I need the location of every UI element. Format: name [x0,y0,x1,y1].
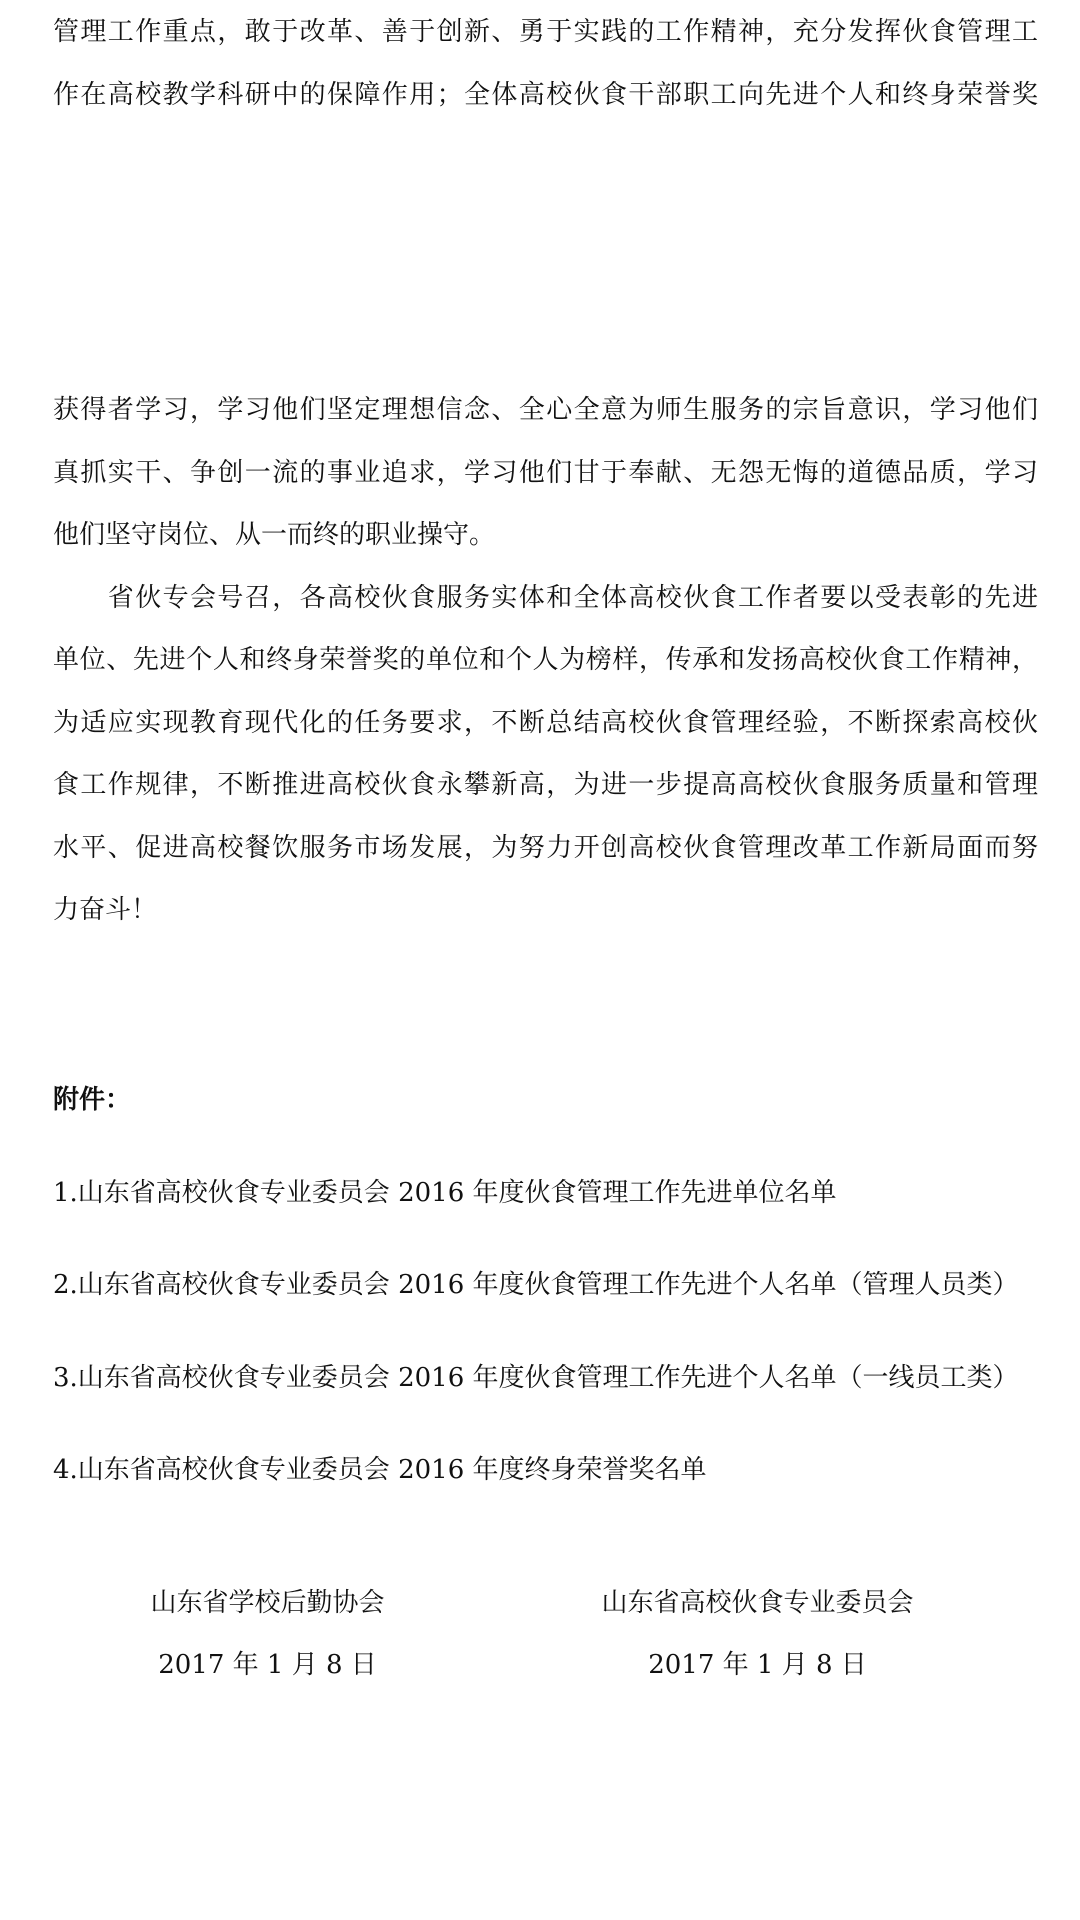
body-line-9: 食工作规律，不断推进高校伙食永攀新高，为进一步提高高校伙食服务质量和管理 [53,770,1038,800]
attachment-item-4: 4.山东省高校伙食专业委员会 2016 年度终身荣誉奖名单 [53,1455,707,1485]
signature-org-left: 山东省学校后勤协会 [150,1588,385,1618]
body-line-5: 他们坚守岗位、从一而终的职业操守。 [53,520,496,550]
attachments-heading: 附件： [53,1085,132,1115]
body-line-8: 为适应实现教育现代化的任务要求，不断总结高校伙食管理经验，不断探索高校伙 [53,708,1038,738]
body-line-4: 真抓实干、争创一流的事业追求，学习他们甘于奉献、无怨无悔的道德品质，学习 [53,458,1038,488]
body-line-11: 力奋斗！ [53,895,158,925]
body-line-7: 单位、先进个人和终身荣誉奖的单位和个人为榜样，传承和发扬高校伙食工作精神， [53,645,1038,675]
body-line-6: 省伙专会号召，各高校伙食服务实体和全体高校伙食工作者要以受表彰的先进 [53,583,1038,613]
body-line-3: 获得者学习，学习他们坚定理想信念、全心全意为师生服务的宗旨意识，学习他们 [53,395,1038,425]
body-line-2: 作在高校教学科研中的保障作用；全体高校伙食干部职工向先进个人和终身荣誉奖 [53,80,1038,110]
attachment-item-3: 3.山东省高校伙食专业委员会 2016 年度伙食管理工作先进个人名单（一线员工类） [53,1363,1019,1393]
signature-org-right: 山东省高校伙食专业委员会 [601,1588,914,1618]
signature-date-right: 2017 年 1 月 8 日 [648,1650,867,1680]
signature-date-left: 2017 年 1 月 8 日 [158,1650,377,1680]
body-line-1: 管理工作重点，敢于改革、善于创新、勇于实践的工作精神，充分发挥伙食管理工 [53,17,1038,47]
body-line-10: 水平、促进高校餐饮服务市场发展，为努力开创高校伙食管理改革工作新局面而努 [53,833,1038,863]
attachment-item-2: 2.山东省高校伙食专业委员会 2016 年度伙食管理工作先进个人名单（管理人员类） [53,1270,1019,1300]
attachment-item-1: 1.山东省高校伙食专业委员会 2016 年度伙食管理工作先进单位名单 [53,1178,837,1208]
